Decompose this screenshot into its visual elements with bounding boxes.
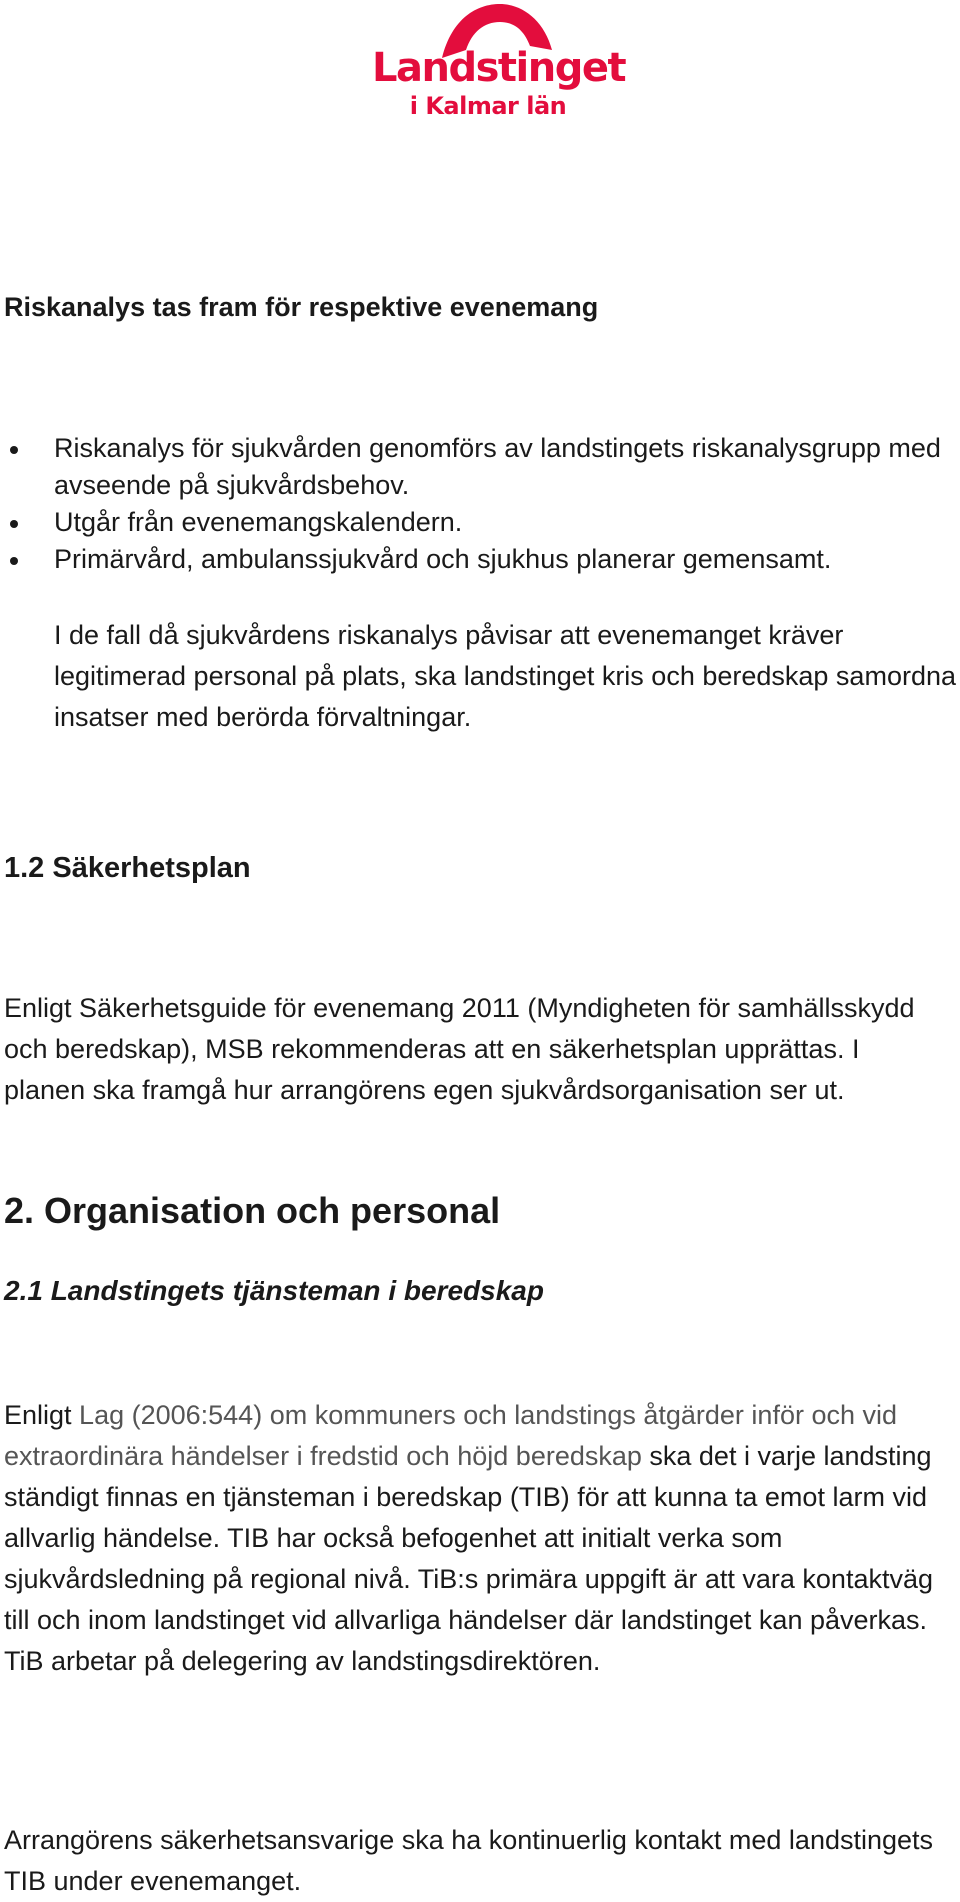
paragraph-riskanalys: I de fall då sjukvårdens riskanalys påvisar att evenemanget kräver legitimerad personal på plats, ska landstinget kris och beredskap samordna insatser med berörda förvaltningar. xyxy=(54,620,956,732)
heading-organisation: 2. Organisation och personal xyxy=(4,1190,501,1231)
list-item xyxy=(0,541,960,578)
paragraph-sakerhetsplan: Enligt Säkerhetsguide för evenemang 2011 (Myndigheten för samhällsskydd och beredskap), MSB rekommenderas att en säkerhetsplan upprättas. I planen ska framgå hur arrangörens egen sjukvårdsorganisation ser ut. xyxy=(4,993,915,1105)
heading-sakerhetsplan: 1.2 Säkerhetsplan xyxy=(4,852,251,884)
bullet-icon xyxy=(10,557,18,565)
list-item-text: Primärvård, ambulanssjukvård och sjukhus planerar gemensamt. xyxy=(54,544,832,574)
bullet-icon xyxy=(10,520,18,528)
list-item xyxy=(0,504,960,541)
risk-bullet-list xyxy=(0,430,960,578)
paragraph-tib-rest: ska det i varje landsting ständigt finnas en tjänsteman i beredskap (TIB) för att kunna ta emot larm vid allvarlig händelse. TIB har också befogenhet att initialt verka som sjukvårdsledning på regional nivå. TiB:s primära uppgift är att vara kontaktväg till och inom landstinget vid allvarliga händelser där landstinget kan påverkas. TiB arbetar på delegering av landstingsdirektören. xyxy=(4,1441,933,1676)
paragraph-tib xyxy=(4,1395,949,1682)
law-reference: Lag (2006:544) om kommuners och landstings åtgärder inför och vid extraordinära händelser i fredstid och höjd beredskap xyxy=(4,1400,897,1471)
logo-subtitle: i Kalmar län xyxy=(409,92,567,120)
bullet-icon xyxy=(10,446,18,454)
paragraph-arrangor: Arrangörens säkerhetsansvarige ska ha kontinuerlig kontakt med landstingets TIB under evenemanget. xyxy=(4,1825,934,1896)
list-item-text: Utgår från evenemangskalendern. xyxy=(54,507,463,537)
heading-riskanalys: Riskanalys tas fram för respektive evenemang xyxy=(4,292,599,322)
paragraph-tib-intro: Enligt xyxy=(4,1400,80,1430)
heading-tib: 2.1 Landstingets tjänsteman i beredskap xyxy=(4,1275,544,1306)
logo-title: Landstinget xyxy=(372,45,626,91)
list-item-text: Riskanalys för sjukvården genomförs av landstingets riskanalysgrupp med avseende på sjukvårdsbehov. xyxy=(54,433,941,500)
landstinget-logo xyxy=(372,0,626,130)
list-item xyxy=(0,430,960,504)
